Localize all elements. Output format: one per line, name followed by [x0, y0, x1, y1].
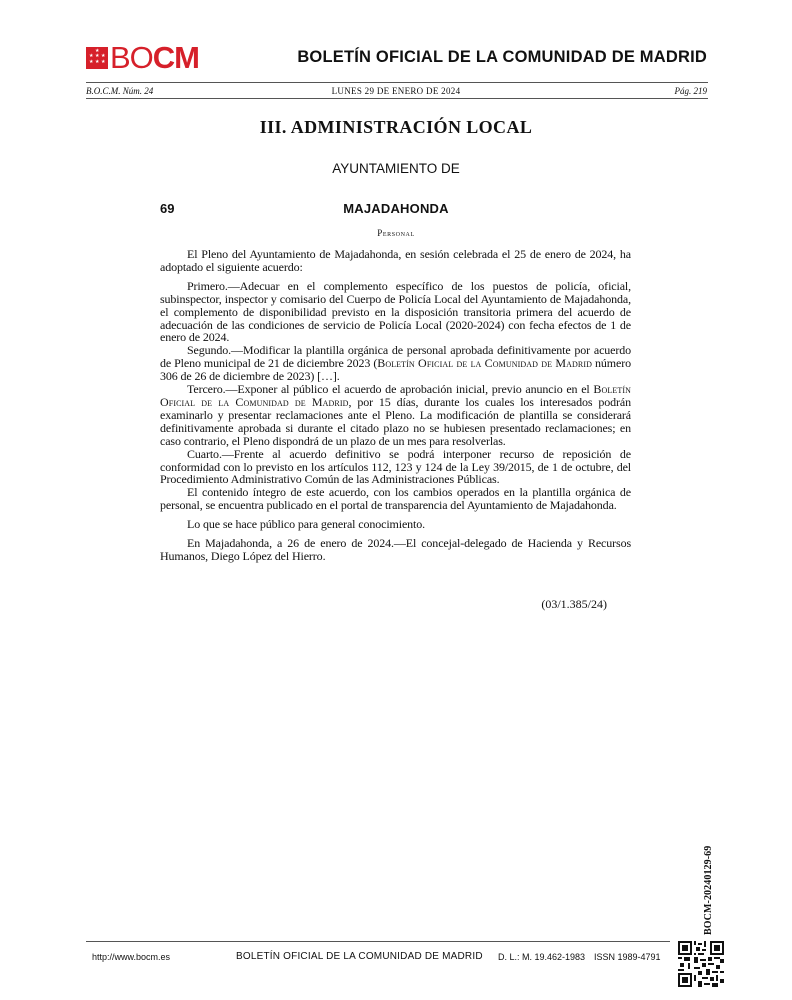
paragraph-primero: Primero.—Adecuar en el complemento específico de los puestos de policía, oficial, subinspector, inspector y comisario del Cuerpo de Policía Local del Ayuntamiento de Majadahonda, el complemento de disponibilidad previsto en la disposición transitoria primera del acuerdo de adecuación de las condiciones de servicio de Policía Local (2020-2024) con fecha efectos de 1 de enero de 2024.: [160, 278, 631, 345]
logo-text-cm: CM: [152, 40, 200, 75]
segundo-text-a: Segundo.—Modificar la plantilla orgánica de personal aprobada definitivamente por acuerdo de Pleno municipal de 21 de diciembre 2023 (: [160, 343, 631, 371]
entry-number: 69: [160, 201, 175, 216]
footer-legal-deposit: D. L.: M. 19.462-1983: [498, 952, 586, 962]
paragraph-publicacion: Lo que se hace público para general conocimiento.: [187, 517, 426, 532]
announcement-body: [160, 248, 631, 563]
footer-issn: ISSN 1989-4791: [594, 952, 661, 962]
qr-code-icon: [678, 941, 724, 987]
segundo-text-c: número 306 de 26 de diciembre de 2023) […].: [160, 356, 631, 384]
bocm-citation: Boletín Oficial de la Comunidad de Madrid: [160, 382, 631, 409]
bocm-document-code: BOCM-20240129-69: [703, 845, 714, 935]
header-rule-top: [86, 82, 708, 83]
madrid-flag-icon: ★ ★ ★ ★ ★ ★ ★: [86, 47, 108, 69]
footer-url-link[interactable]: http://www.bocm.es: [92, 952, 171, 962]
paragraph-intro: El Pleno del Ayuntamiento de Majadahonda, en sesión celebrada el 25 de enero de 2024, ha adoptado el siguiente acuerdo:: [160, 247, 631, 274]
tercero-text-a: Tercero.—Exponer al público el acuerdo de aprobación inicial, previo anuncio en el: [187, 382, 594, 397]
issue-date: LUNES 29 DE ENERO DE 2024: [331, 86, 461, 96]
footer-title: BOLETÍN OFICIAL DE LA COMUNIDAD DE MADRID: [236, 951, 483, 962]
paragraph-segundo: [160, 344, 631, 383]
page-number: Pág. 219: [674, 86, 707, 96]
paragraph-firma: En Majadahonda, a 26 de enero de 2024.—El concejal-delegado de Hacienda y Recursos Humanos, Diego López del Hierro.: [160, 536, 631, 563]
paragraph-contenido: El contenido íntegro de este acuerdo, con los cambios operados en la plantilla orgánica de personal, se encuentra publicado en el portal de transparencia del Ayuntamiento de Majadahonda.: [160, 485, 631, 513]
announcement-reference: (03/1.385/24): [541, 597, 607, 611]
logo-text-bo: BO: [110, 40, 153, 75]
issue-number: B.O.C.M. Núm. 24: [86, 86, 154, 96]
paragraph-cuarto: Cuarto.—Frente al acuerdo definitivo se podrá interponer recurso de reposición de conformidad con lo previsto en los artículos 112, 123 y 124 de la Ley 39/2015, de 1 de octubre, del Procedimiento Administrativo Común de las Administraciones Públicas.: [160, 446, 631, 487]
logo-text: [110, 40, 200, 75]
footer-rule: [86, 941, 670, 942]
paragraph-tercero: [160, 383, 631, 448]
masthead-title: BOLETÍN OFICIAL DE LA COMUNIDAD DE MADRID: [297, 48, 707, 66]
header-rule-bottom: [86, 98, 708, 99]
bocm-logo: [86, 40, 200, 75]
tercero-text-c: , por 15 días, durante los cuales los interesados podrán examinarlo y presentar reclamaciones ante el Pleno. La modificación de plantilla se considerará definitivamente aprobada si durante el citado plazo no se hubiesen presentado reclamaciones; en caso contrario, el Pleno dispondrá de un plazo de un mes para resolverlas.: [160, 394, 631, 448]
entry-municipality: MAJADAHONDA: [343, 201, 449, 216]
section-title: III. ADMINISTRACIÓN LOCAL: [259, 117, 533, 137]
entry-subject: Personal: [377, 228, 415, 238]
authority-heading: AYUNTAMIENTO DE: [332, 161, 460, 176]
bocm-citation: Boletín Oficial de la Comunidad de Madrid: [377, 356, 593, 371]
